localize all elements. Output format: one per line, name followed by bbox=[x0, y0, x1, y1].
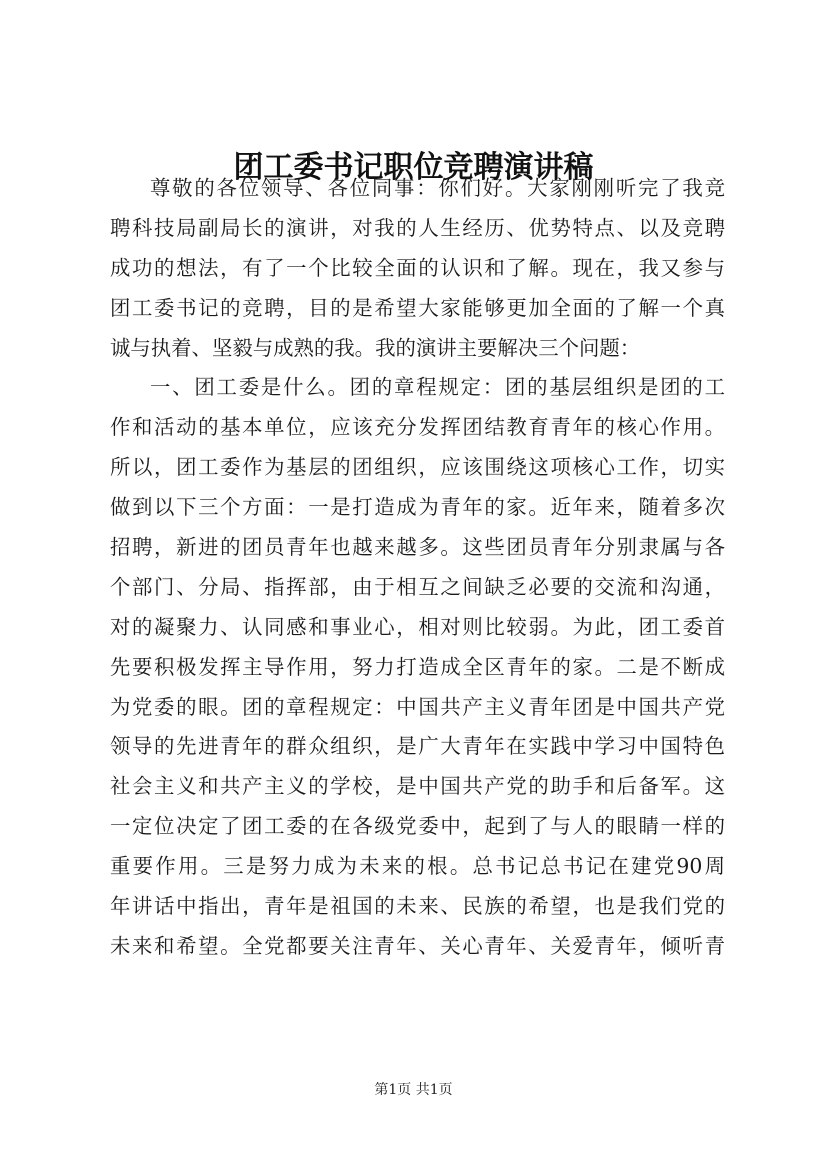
paragraph-line: 年讲话中指出，青年是祖国的未来、民族的希望，也是我们党的 bbox=[110, 894, 725, 919]
page-number: 第1页 共1页 bbox=[374, 1082, 453, 1098]
paragraph-line: 团工委书记的竞聘，目的是希望大家能够更加全面的了解一个真 bbox=[110, 295, 725, 320]
paragraph-line: 尊敬的各位领导、各位同事：你们好。大家刚刚听完了我竞 bbox=[150, 176, 725, 200]
paragraph-line: 做到以下三个方面：一是打造成为青年的家。近年来，随着多次 bbox=[110, 495, 725, 520]
paragraph-line: 作和活动的基本单位，应该充分发挥团结教育青年的核心作用。 bbox=[110, 415, 725, 440]
paragraph-line: 未来和希望。全党都要关注青年、关心青年、关爱青年，倾听青 bbox=[110, 933, 725, 958]
document-title: 团工委书记职位竞聘演讲稿 bbox=[233, 150, 594, 185]
paragraph-line: 一定位决定了团工委的在各级党委中，起到了与人的眼睛一样的 bbox=[110, 814, 725, 839]
paragraph-line: 成功的想法，有了一个比较全面的认识和了解。现在，我又参与 bbox=[110, 255, 725, 280]
document-body bbox=[110, 169, 725, 967]
paragraph-line: 诚与执着、坚毅与成熟的我。我的演讲主要解决三个问题： bbox=[110, 335, 641, 360]
paragraph-line: 聘科技局副局长的演讲，对我的人生经历、优势特点、以及竞聘 bbox=[110, 215, 725, 240]
paragraph-line: 先要积极发挥主导作用，努力打造成全区青年的家。二是不断成 bbox=[110, 654, 725, 679]
paragraph-line: 招聘，新进的团员青年也越来越多。这些团员青年分别隶属与各 bbox=[110, 535, 725, 560]
paragraph-line: 重要作用。三是努力成为未来的根。总书记总书记在建党90周 bbox=[110, 854, 725, 879]
paragraph-line: 为党委的眼。团的章程规定：中国共产主义青年团是中国共产党 bbox=[110, 694, 725, 719]
paragraph-line: 个部门、分局、指挥部，由于相互之间缺乏必要的交流和沟通， bbox=[110, 574, 725, 599]
paragraph-line: 所以，团工委作为基层的团组织，应该围绕这项核心工作，切实 bbox=[110, 455, 725, 480]
paragraph-line: 社会主义和共产主义的学校，是中国共产党的助手和后备军。这 bbox=[110, 774, 725, 799]
paragraph-line: 对的凝聚力、认同感和事业心，相对则比较弱。为此，团工委首 bbox=[110, 614, 725, 639]
paragraph-line: 领导的先进青年的群众组织，是广大青年在实践中学习中国特色 bbox=[110, 734, 725, 759]
paragraph-line: 一、团工委是什么。团的章程规定：团的基层组织是团的工 bbox=[150, 375, 725, 400]
